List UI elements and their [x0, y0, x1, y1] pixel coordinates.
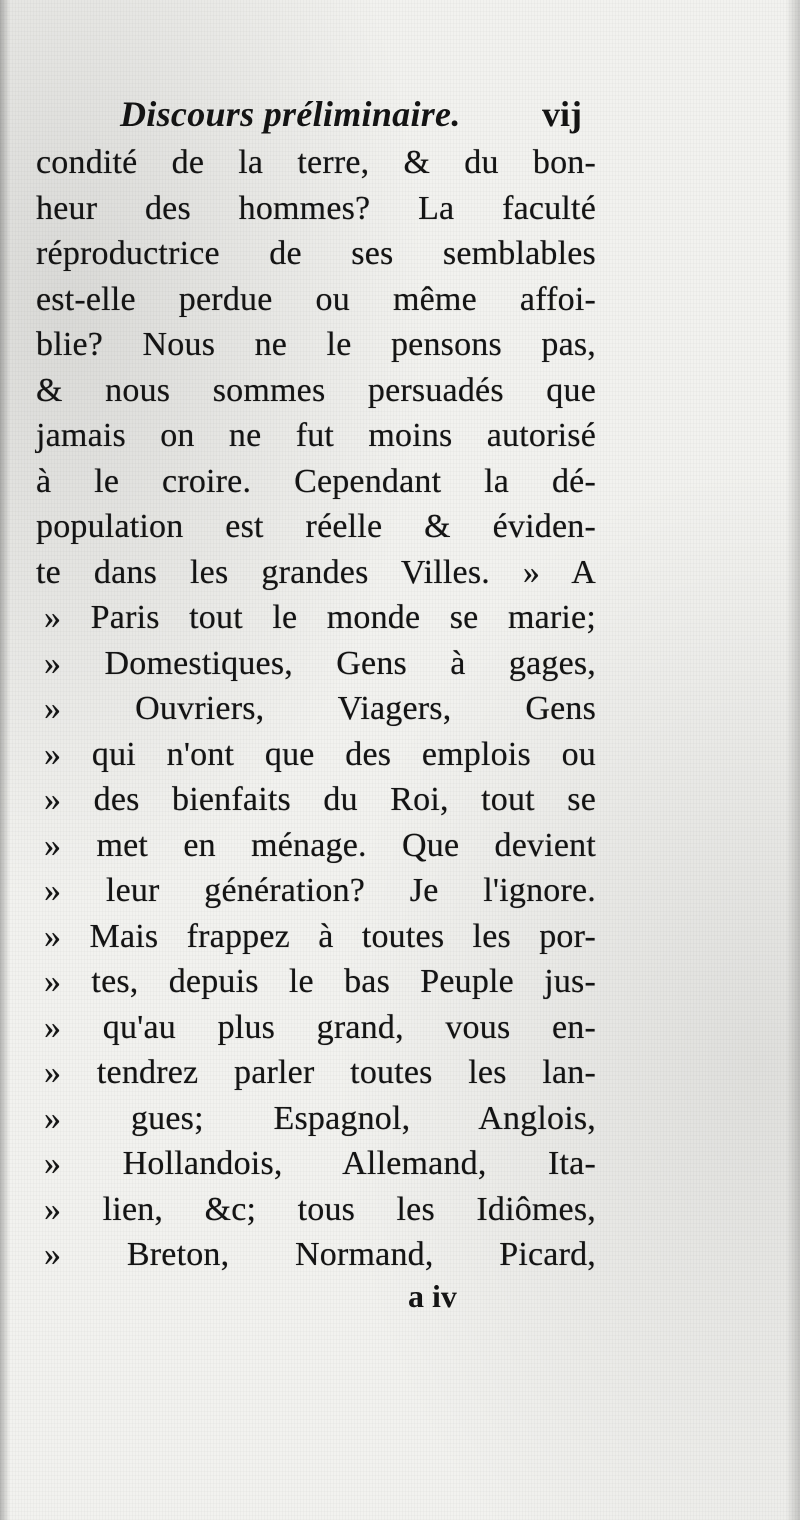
- page-number: vij: [542, 94, 582, 134]
- page-edge-shadow-left: [0, 0, 10, 1520]
- text-line: heur des hommes? La faculté: [36, 189, 596, 227]
- text-line: blie? Nous ne le pensons pas,: [36, 326, 596, 363]
- running-head: Discours préliminaire.: [120, 94, 461, 134]
- quoted-line: » Mais frappez à toutes les por-: [44, 917, 596, 955]
- text-line: condité de la terre, & du bon-: [36, 144, 596, 181]
- quoted-line: » qu'au plus grand, vous en-: [44, 1008, 596, 1046]
- quoted-line: » tendrez parler toutes les lan-: [44, 1054, 596, 1091]
- page-edge-shadow-right: [786, 0, 800, 1520]
- quoted-line: » Domestiques, Gens à gages,: [44, 644, 596, 682]
- quoted-line: » qui n'ont que des emplois ou: [44, 735, 596, 773]
- page-header: [36, 88, 596, 140]
- quoted-line: » des bienfaits du Roi, tout se: [44, 781, 596, 818]
- quoted-line: » Ouvriers, Viagers, Gens: [44, 690, 596, 727]
- quoted-line: » gues; Espagnol, Anglois,: [44, 1099, 596, 1137]
- text-block: [36, 88, 596, 1278]
- quoted-line: » leur génération? Je l'ignore.: [44, 872, 596, 909]
- text-line: & nous sommes persuadés que: [36, 371, 596, 409]
- quoted-line: » Breton, Normand, Picard,: [44, 1236, 596, 1273]
- quoted-line: » lien, &c; tous les Idiômes,: [44, 1190, 596, 1228]
- text-line: réproductrice de ses semblables: [36, 235, 596, 272]
- text-line: est-elle perdue ou même affoi-: [36, 280, 596, 318]
- signature-mark: a iv: [408, 1278, 457, 1314]
- quoted-line: » tes, depuis le bas Peuple jus-: [44, 963, 596, 1000]
- text-line: à le croire. Cependant la dé-: [36, 462, 596, 500]
- text-line: jamais on ne fut moins autorisé: [36, 417, 596, 454]
- quoted-line: » Paris tout le monde se marie;: [44, 599, 596, 636]
- text-line: te dans les grandes Villes. » A: [36, 553, 596, 591]
- quoted-line: » met en ménage. Que devient: [44, 826, 596, 864]
- text-line: population est réelle & éviden-: [36, 508, 596, 545]
- quoted-line: » Hollandois, Allemand, Ita-: [44, 1145, 596, 1182]
